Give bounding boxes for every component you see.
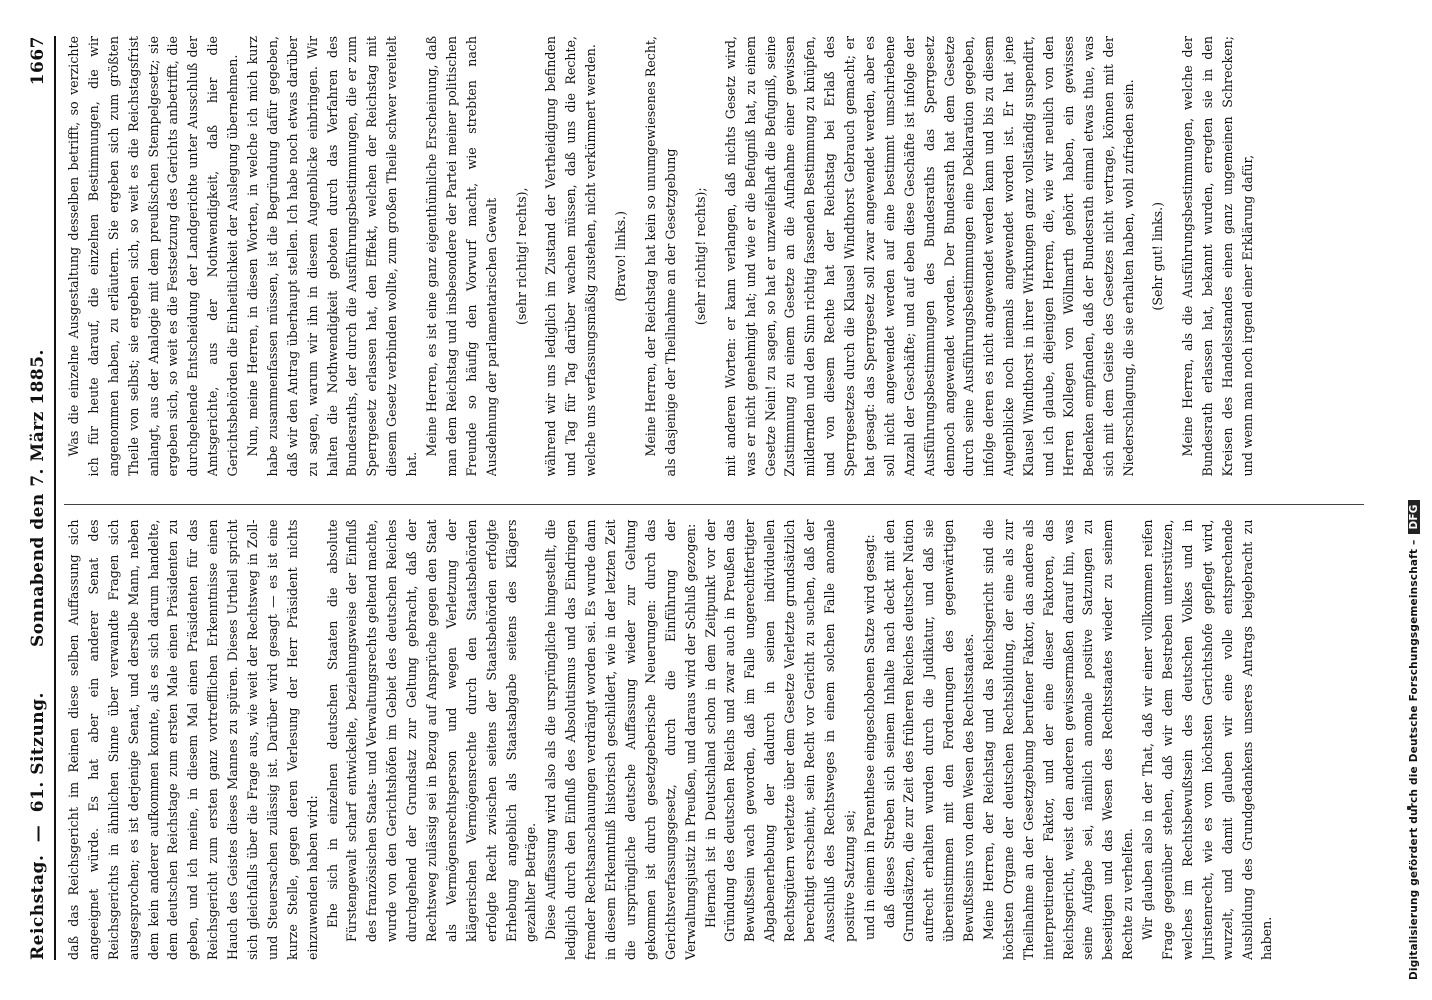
left-column bbox=[64, 505, 1364, 961]
right-paragraph: Was die einzelne Ausgestaltung desselben betrifft, so verzichte ich für heute darauf, die einzelnen Bestimmungen, die wir angenommen haben, zu erläutern. Sie ergeben sich zum größten Theile von selbst; sie ergeben sich, so weit es die Reichstagsfrist anlangt, aus der Analogie mit dem preußischen Stempelgesetz; sie ergeben sich, so weit es die Festsetzung des Gerichts anbetrifft, die durchgehende Entscheidung der Landgerichte unter Ausschluß der Amtsgerichte, aus der Nothwendigkeit, daß hier die Gerichtsbehörden die Einheitlichkeit der Auslegung übernehmen. bbox=[66, 36, 241, 477]
page-header bbox=[28, 36, 56, 960]
right-paragraph: Nun, meine Herren, in diesen Worten, in welche ich mich kurz habe zusammenfassen müssen, ist die Begründung dafür gegeben, daß wir den Antrag überhaupt stellen. Ich habe noch etwas darüber zu sagen, warum wir ihn in diesem Augenblicke einbringen. Wir halten die Nothwendigkeit geboten durch das Verfahren des Bundesraths, der durch die Ausführungsbestimmungen, die er zum Sperrgesetz erlassen hat, den Effekt, welchen der Reichstag mit diesem Gesetz verbinden wollte, zum großen Theile schwer vereitelt hat. bbox=[245, 36, 420, 477]
header-date: Sonnabend den 7. März 1885. bbox=[28, 349, 48, 647]
interjection: (Bravo! links.) bbox=[613, 210, 629, 302]
header-dash: — bbox=[28, 824, 48, 843]
right-paragraph: Meine Herren, der Reichstag hat kein so unumgewiesenes Recht, als dasjenige der Theilnahme an der Gesetzgebung bbox=[643, 36, 678, 477]
right-paragraph: Meine Herren, als die Ausführungsbestimmungen, welche der Bundesrath erlassen hat, bekannt wurden, erregten sie in den Kreisen des Handelsstandes einen ganz ungemeinen Schrecken; und wenn man noch irgend einer Erklärung dafür, bbox=[1180, 36, 1255, 477]
left-paragraph: Diese Auffassung wird also als die ursprüngliche hingestellt, die lediglich durch den Einfluß des Absolutismus und das Eindringen fremder Rechtsanschauungen verdrängt worden sei. Es wurde dann in diesem Erkenntniß historisch geschildert, wie in der letzten Zeit die ursprüngliche deutsche Auffassung wieder zur Geltung gekommen ist durch gesetzgeberische Neuerungen: durch das Gerichtsverfassungsgesetz, durch die Einführung der Verwaltungsjustiz in Preußen, und daraus wird der Schluß gezogen: bbox=[543, 519, 698, 960]
left-paragraph: Hiernach ist in Deutschland schon in dem Zeitpunkt vor der Gründung des deutschen Reichs und zwar auch in Preußen das Bewußtsein wach geworden, daß im Falle ungerechtfertigter Abgabenerhebung der dadurch in seinen individuellen Rechtsgütern verletzte über dem Gesetze Verletzte grundsätzlich berechtigt erscheint, sein Recht vor Gericht zu suchen, daß der Ausschluß des Rechtsweges in einem solchen Falle anomale positive Satzung sei; bbox=[702, 519, 857, 942]
digitization-credit bbox=[1408, 0, 1420, 990]
right-paragraph: während wir uns lediglich im Zustand der Vertheidigung befinden und Tag für Tag darüber wachen müssen, daß uns die Rechte, welche uns verfassungsmäßig zustehen, nicht verkümmert werden. bbox=[543, 36, 599, 477]
right-column bbox=[64, 36, 1364, 477]
left-paragraph: daß das Reichsgericht im Reinen diese selben Auffassung sich angeeignet würde. Es hat aber ein anderer Senat des Reichsgerichts in ähnlichen Sinne über verwandte Fragen sich ausgesprochen; es ist derjenige Senat, und derselbe Mann, neben dem kein anderer aufkommen konnte, als es sich darum handelte, dem deutschen Reichstage zum ersten Male einen Präsidenten zu geben, und ich meine, in diesem Mal einen Präsidenten für das Reichsgericht zum ersten ganz vortrefflichen Erkenntnisse einen Hauch des Geistes dieses Mannes zu spüren. Dieses Urtheil spricht sich gleichfalls über die Frage aus, wie weit der Rechtsweg in Zoll- und Steuersachen zulässig ist. Darüber wird gesagt — es ist eine kurze Stelle, gegen deren Verlesung der Herr Präsident nichts einzuwenden haben wird: bbox=[66, 519, 320, 960]
interjection: (sehr richtig! rechts), bbox=[513, 187, 529, 325]
interjection: (Sehr gut! links.) bbox=[1150, 201, 1166, 311]
digitization-sidebar bbox=[1408, 0, 1432, 1000]
left-quote: Ehe sich in einzelnen deutschen Staaten die absolute Fürstengewalt scharf entwickelte, beziehungsweise der Einfluß des französischen Staats- und Verwaltungsrechts geltend machte, wurde von den Gerichtshöfen im Gebiet des deutschen Reiches durchgehend der Grundsatz zur Geltung gebracht, daß der Rechtsweg zulässig sei in Bezug auf Ansprüche gegen den Staat als Vermögensrechtsperson und wegen Verletzung der klägerischen Vermögensrechte durch den Staatsbehörden erfolgte Recht zwischen seitens der Staatsbehörden erfolgte Erhebung angeblich als Staatsabgabe seitens des Klägers gezahlter Beträge. bbox=[324, 519, 539, 942]
header-session: 61. Sitzung. bbox=[28, 692, 48, 813]
right-paragraph: mit anderen Worten: er kann verlangen, daß nichts Gesetz wird, was er nicht genehmigt hat; und wie er die Befugniß hat, zu einem Gesetze Nein! zu sagen, so hat er unzweifelhaft die Befugniß, seine Zustimmung zu einem Gesetze an die Aufnahme einer gewissen mildernden und den Sinn richtig fassenden Bestimmung zu knüpfen, und von diesem Rechte hat der Reichstag bei Erlaß des Sperrgesetzes durch die Klausel Windthorst Gebrauch gemacht; er hat gesagt: das Sperrgesetz soll zwar angewendet werden, aber es soll nicht angewendet werden auf eine bestimmt umschriebene Anzahl der Geschäfte; und auf eben diese Geschäfte ist infolge der Ausführungsbestimmungen des Bundesraths das Sperrgesetz dennoch angewendet worden. Der Bundesrath hat dem Gesetze durch seine Ausführungsbestimmungen eine Deklaration gegeben, infolge deren es nicht angewendet werden kann und bis zu diesem Augenblicke noch niemals angewendet worden ist. Er hat jene Klausel Windthorst in ihrer Wirkungen ganz vollständig suspendirt, und ich glaube, diejenigen Herren, die, wie wir neulich von den Herren Kollegen von Wöllmarth gehört haben, ein gewisses Bedenken empfanden, daß der Bundesrath einmal etwas thue, was sich mit dem Geiste des Gesetzes nicht vertrage, können mit der Niederschlagung, die sie erhalten haben, wohl zufrieden sein. bbox=[722, 36, 1136, 477]
left-paragraph: Wir glauben also in der That, daß wir einer vollkommen reifen Frage gegenüber stehen, daß wir dem Bestreben unterstützen, welches im Rechtsbewußtsein des deutschen Volkes und in Juristenrecht, wie es vom höchsten Gerichtshofe gepflegt wird, wurzelt, und damit glauben wir eine volle entsprechende Ausbildung des Grundgedankens unseres Antrags beigebracht zu haben. bbox=[1140, 519, 1275, 960]
left-paragraph: Meine Herren, der Reichstag und das Reichsgericht sind die höchsten Organe der deutschen Rechtsbildung, der eine als zur Theilnahme an der Gesetzgebung berufener Faktor, das andere als interpretirender Faktor, und der eine dieser Faktoren, das Reichsgericht, weist den anderen gewissermaßen darauf hin, was seine Aufgabe sei, nämlich anomale positive Satzungen zu beseitigen und das Wesen des Rechtsstaates wieder zu seinem Rechte zu verhelfen. bbox=[980, 519, 1136, 960]
header-left bbox=[28, 652, 48, 960]
credit-text: Digitalisierung gefördert durch die Deutsche Forschungsgemeinschaft – bbox=[1408, 539, 1420, 980]
header-reichstag: Reichstag. bbox=[28, 854, 48, 960]
text-columns bbox=[64, 36, 1364, 960]
dfg-logo: DFG bbox=[1408, 500, 1420, 533]
right-paragraph: Meine Herren, es ist eine ganz eigenthümliche Erscheinung, daß man dem Reichstag und insbesondere der Partei meiner politischen Freunde so häufig den Vorwurf macht, wie strebten nach Ausdehnung der parlamentarischen Gewalt bbox=[424, 36, 499, 477]
header-page-number: 1667 bbox=[28, 36, 48, 86]
interjection: (sehr richtig! rechts); bbox=[692, 187, 708, 326]
left-paragraph: und in einem in Parenthese eingeschobenen Satze wird gesagt: bbox=[861, 534, 877, 940]
left-paragraph: daß dieses Streben sich seinem Inhalte nach deckt mit den Grundsätzen, die zur Zeit des früheren Reiches deutscher Nation aufrecht erhalten wurden durch die Judikatur, und daß sie übereinstimmen mit den Forderungen des gegenwärtigen Bewußtseins von dem Wesen des Rechtsstaates. bbox=[881, 519, 977, 942]
